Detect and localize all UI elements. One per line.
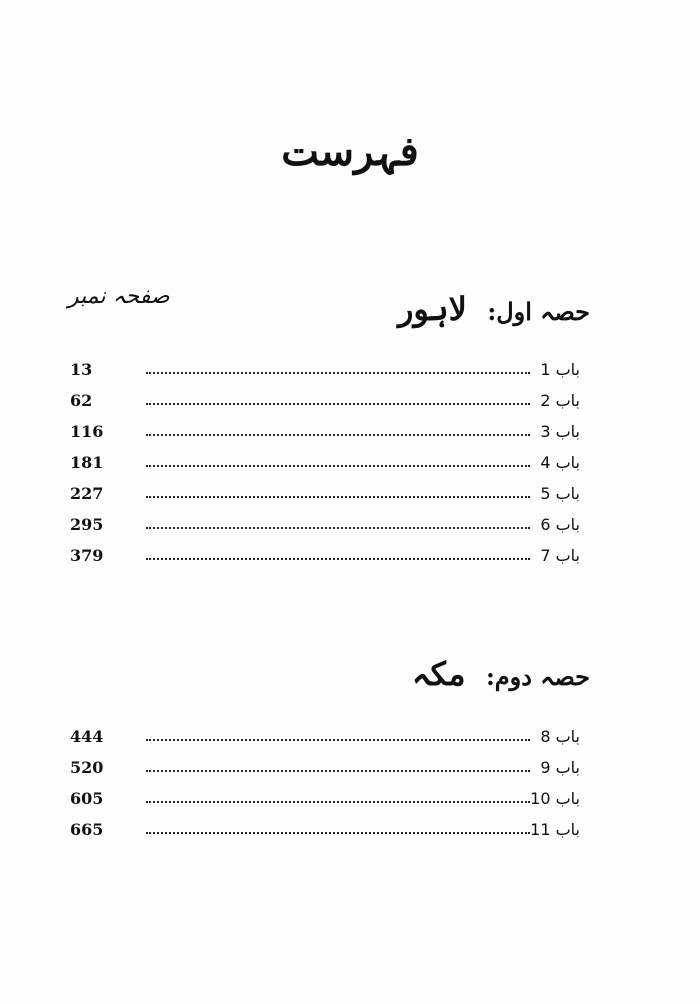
toc-row[interactable]: [70, 754, 580, 785]
toc-row[interactable]: [70, 723, 580, 754]
toc-chapter-label: باب 4: [540, 453, 580, 472]
toc-page-number: 227: [70, 484, 104, 503]
toc-chapter-label: باب 6: [540, 515, 580, 534]
toc-chapter-label: باب 7: [540, 546, 580, 565]
dot-leader: [146, 558, 530, 560]
dot-leader: [146, 496, 530, 498]
toc-page-number: 665: [70, 820, 104, 839]
toc-page-number: 295: [70, 515, 104, 534]
section-heading-part-one: [398, 290, 590, 328]
toc-chapter-label: باب 5: [540, 484, 580, 503]
toc-page-number: 13: [70, 360, 93, 379]
toc-row[interactable]: [70, 542, 580, 573]
toc-chapter-label: باب 11: [530, 820, 580, 839]
dot-leader: [146, 770, 530, 772]
dot-leader: [146, 801, 530, 803]
dot-leader: [146, 403, 530, 405]
section-heading-part-two: [412, 655, 590, 693]
toc-page-number: 116: [70, 422, 104, 441]
toc-page-number: 520: [70, 758, 104, 777]
toc-list-part-two: [70, 723, 580, 847]
dot-leader: [146, 372, 530, 374]
toc-row[interactable]: [70, 511, 580, 542]
toc-chapter-label: باب 10: [530, 789, 580, 808]
toc-list-part-one: [70, 356, 580, 573]
toc-chapter-label: باب 3: [540, 422, 580, 441]
toc-page-number: 62: [70, 391, 93, 410]
toc-row[interactable]: [70, 480, 580, 511]
toc-row[interactable]: [70, 816, 580, 847]
dot-leader: [146, 832, 530, 834]
toc-page-number: 379: [70, 546, 104, 565]
toc-chapter-label: باب 8: [540, 727, 580, 746]
dot-leader: [146, 739, 530, 741]
page-number-column-header: صفحہ نمبر: [68, 284, 170, 309]
toc-row[interactable]: [70, 449, 580, 480]
page-title: فہرست: [281, 128, 419, 175]
section-place: مکہ: [411, 655, 466, 693]
toc-page-number: 444: [70, 727, 104, 746]
toc-row[interactable]: [70, 418, 580, 449]
section-place: لاہور: [397, 290, 467, 328]
toc-row[interactable]: [70, 387, 580, 418]
toc-chapter-label: باب 1: [540, 360, 580, 379]
dot-leader: [146, 527, 530, 529]
toc-row[interactable]: [70, 356, 580, 387]
section-label: حصہ دوم:: [485, 662, 590, 691]
dot-leader: [146, 465, 530, 467]
toc-row[interactable]: [70, 785, 580, 816]
section-label: حصہ اول:: [487, 297, 590, 326]
toc-page-number: 605: [70, 789, 104, 808]
dot-leader: [146, 434, 530, 436]
toc-page-number: 181: [70, 453, 104, 472]
toc-chapter-label: باب 2: [540, 391, 580, 410]
toc-chapter-label: باب 9: [540, 758, 580, 777]
